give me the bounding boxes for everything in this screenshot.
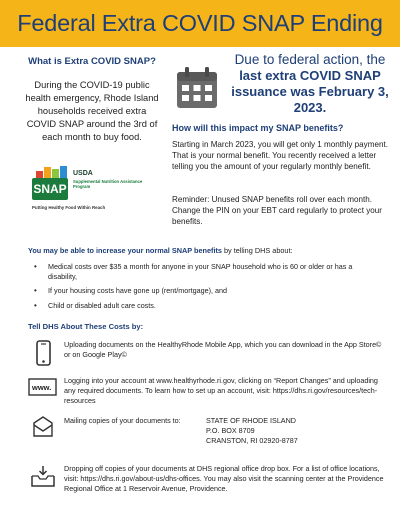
- last-issuance-date: last extra COVID SNAP issuance was February 3, 2023.: [231, 68, 389, 115]
- snap-logo-word: SNAP: [32, 178, 68, 200]
- usda-label: USDA: [73, 170, 93, 177]
- reminder-text: Reminder: Unused SNAP benefits roll over each month. Change the PIN on your EBT card regularly to protect your benefits.: [172, 195, 382, 226]
- snap-program-name: Supplemental Nutrition Assistance Program: [73, 179, 143, 189]
- tell-dhs-heading: Tell DHS About These Costs by:: [28, 322, 144, 331]
- calendar-icon: [175, 66, 219, 110]
- extra-snap-explanation: During the COVID-19 public health emergency, Rhode Island households received extra COVID SNAP around the 3rd of each month to buy food.: [25, 80, 159, 142]
- page-title: Federal Extra COVID SNAP Ending: [17, 10, 383, 36]
- dropbox-icon: [28, 464, 58, 490]
- title-banner: [0, 0, 400, 47]
- increase-benefits-bold: You may be able to increase your normal SNAP benefits: [28, 246, 222, 255]
- phone-icon: [28, 340, 58, 366]
- snap-tagline: Putting Healthy Food Within Reach: [32, 205, 106, 210]
- address-line: CRANSTON, RI 02920-8787: [206, 436, 298, 445]
- impact-question: How will this impact my SNAP benefits?: [172, 123, 344, 133]
- address-line: STATE OF RHODE ISLAND: [206, 416, 296, 425]
- method-mail-text: Mailing copies of your documents to:: [64, 416, 181, 425]
- list-item: • Medical costs over $35 a month for anyone in your SNAP household who is 60 or older or has a disability,: [34, 262, 364, 281]
- method-mobile-app-text: Uploading documents on the HealthyRhode Mobile App, which you can download in the App Store© or on Google Play©: [64, 340, 382, 359]
- web-icon: [28, 376, 58, 402]
- mailing-address: [206, 416, 298, 446]
- address-line: P.O. BOX 8709: [206, 426, 255, 435]
- left-column: [22, 55, 162, 144]
- federal-action-heading: [228, 52, 392, 116]
- method-online-account-text: Logging into your account at www.healthyrhode.ri.gov, clicking on “Report Changes” and uploading any required documents. To learn how to set up an account, visit: https://dhs.ri.gov/resources/tech-resources: [64, 376, 378, 405]
- impact-explanation: Starting in March 2023, you will get only 1 monthly payment. That is your normal benefit. You recently received a letter telling you the amount of your regularly monthly benefit.: [172, 140, 388, 171]
- list-item: • Child or disabled adult care costs.: [34, 301, 364, 311]
- method-drop-box-text: Dropping off copies of your documents at DHS regional office drop box. For a list of office locations, visit: https://dhs.ri.gov/about-us/dhs-offices. You may also visit the scanning center at the Providence Regional Office at 1 Reservoir Avenue, Providence.: [64, 464, 384, 493]
- envelope-icon: [28, 416, 58, 442]
- federal-action-line: Due to federal action, the: [234, 52, 386, 67]
- web-icon-label: www.: [32, 383, 52, 392]
- increase-benefits-line: [28, 246, 388, 255]
- snap-logo: [32, 166, 147, 221]
- increase-benefits-rest: by telling DHS about:: [221, 246, 293, 255]
- list-item: • If your housing costs have gone up (rent/mortgage), and: [34, 286, 364, 296]
- cost-bullet-list: [34, 262, 364, 315]
- extra-snap-question: What is Extra COVID SNAP?: [28, 56, 156, 67]
